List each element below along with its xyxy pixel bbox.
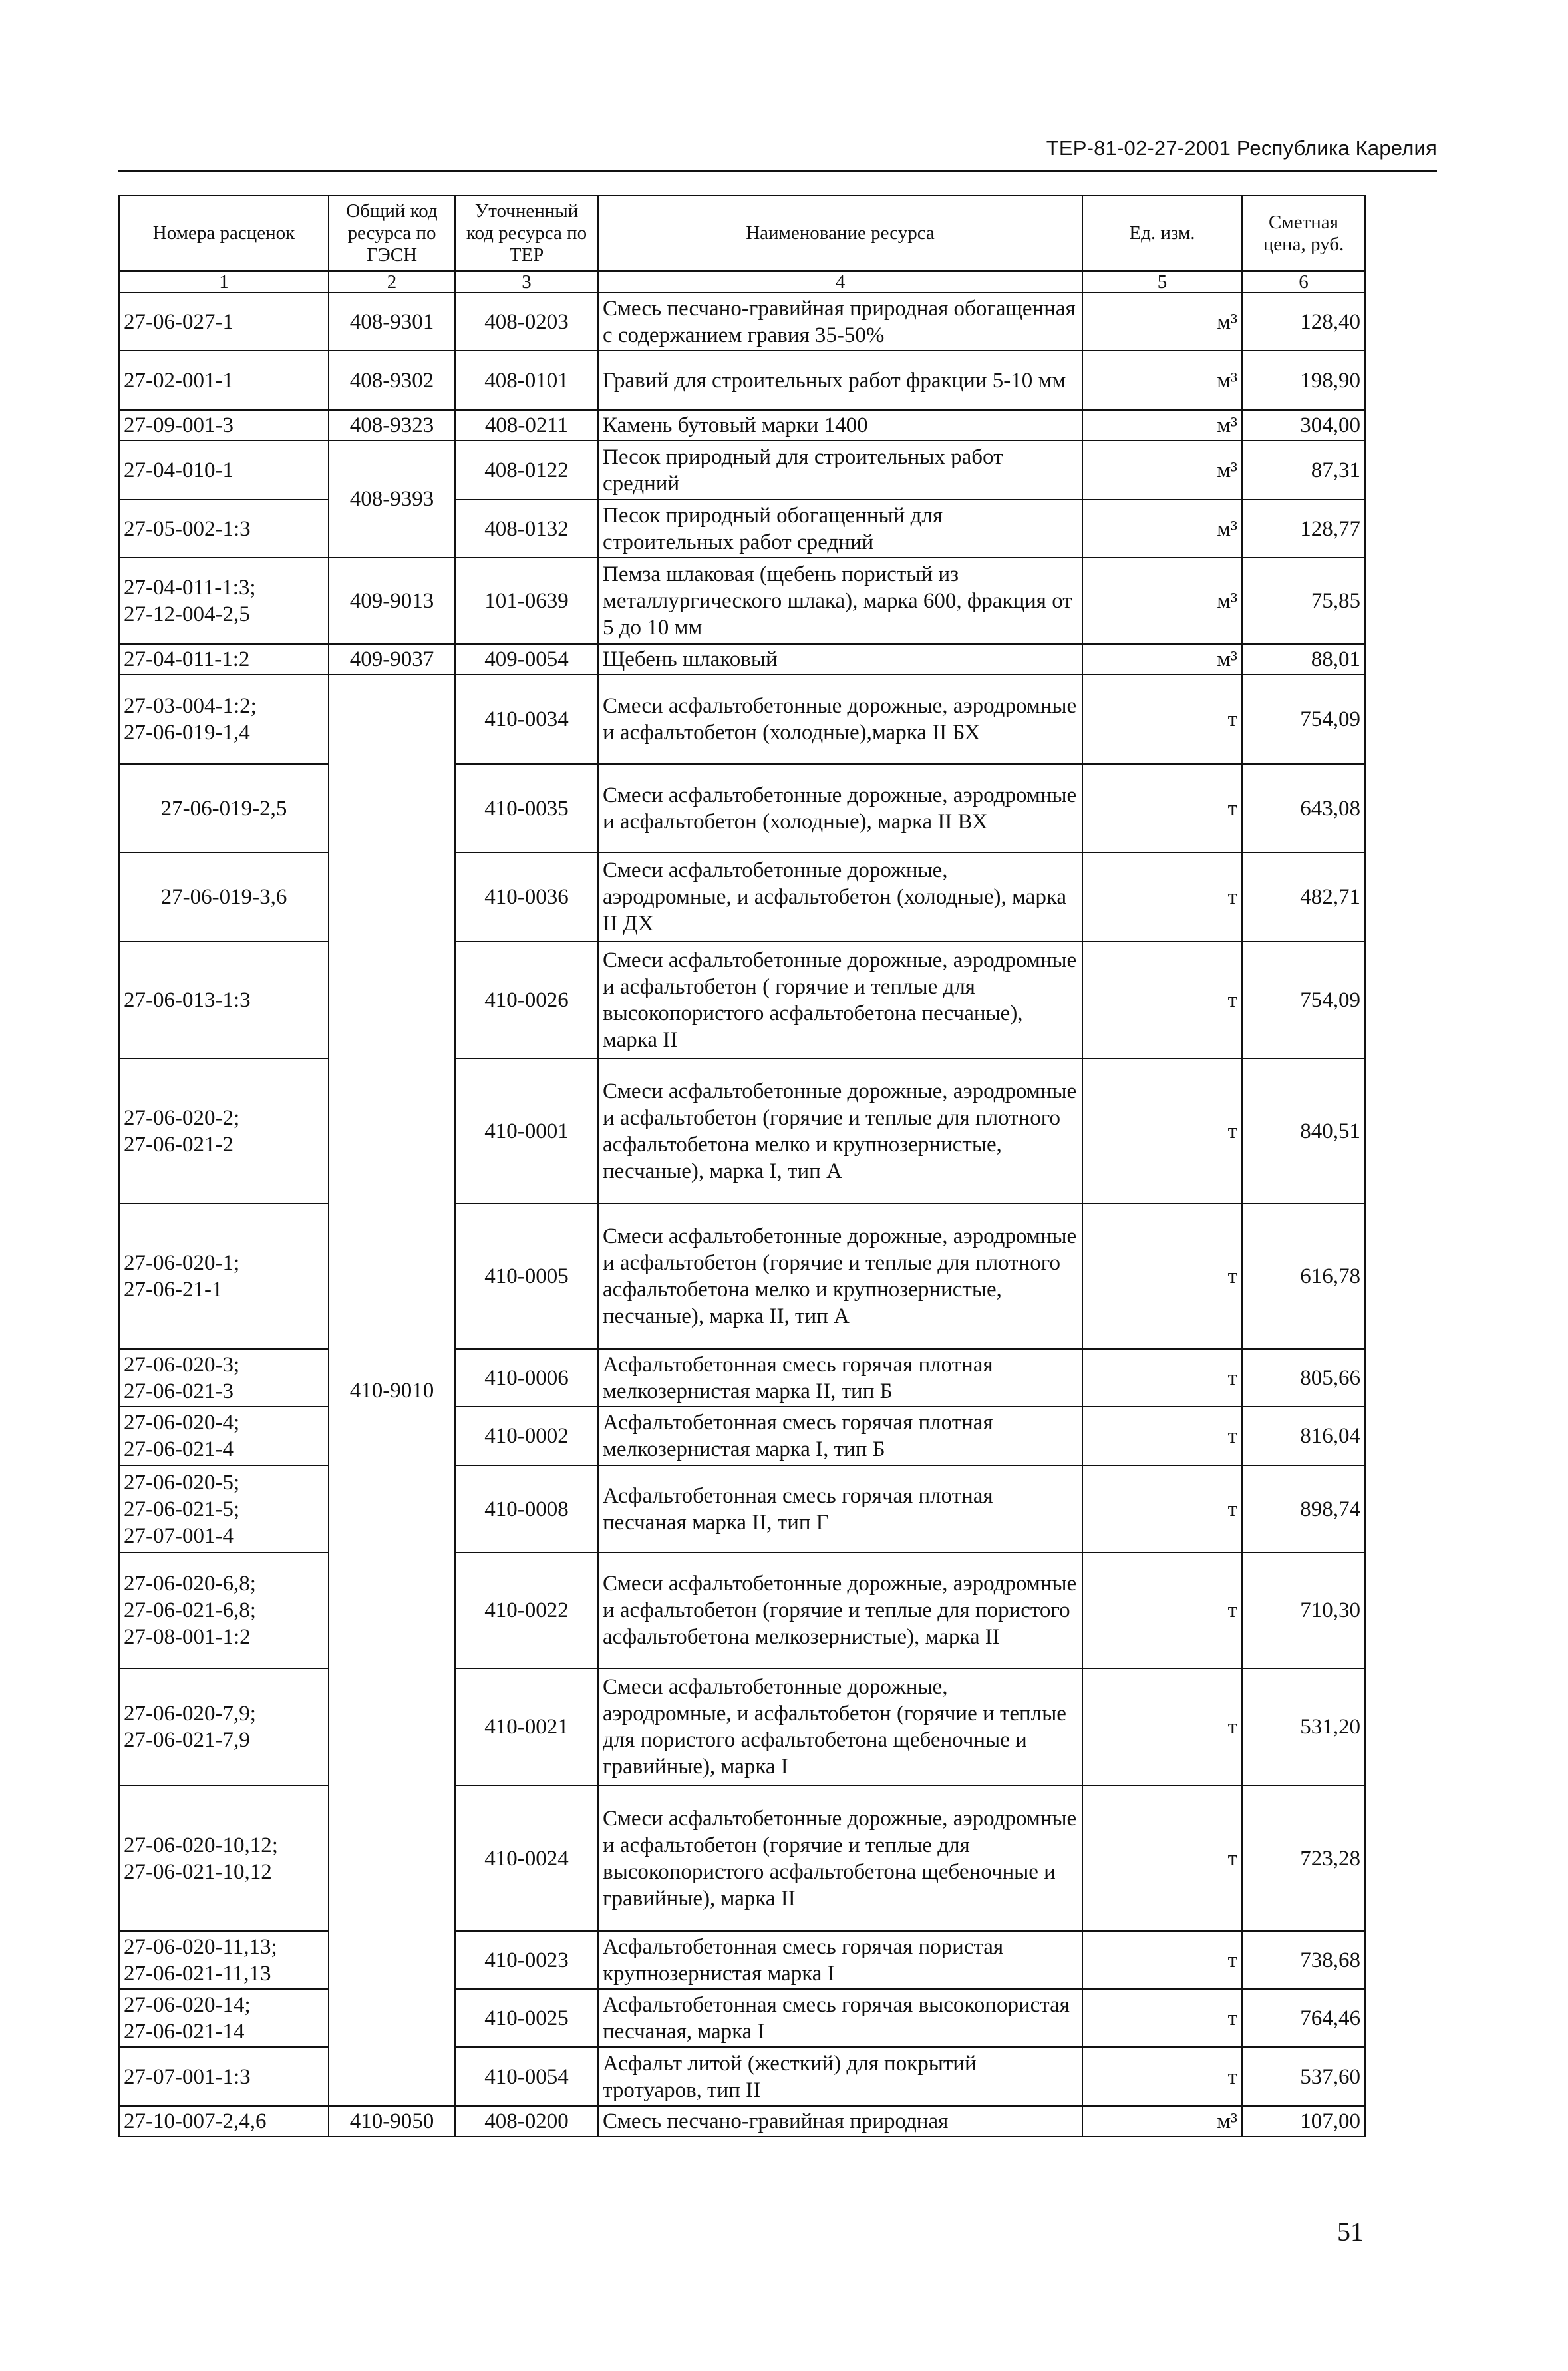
page-number: 51 xyxy=(1337,2217,1364,2247)
table-row xyxy=(119,852,1365,942)
price: 616,78 xyxy=(1242,1204,1365,1349)
rate-codes: 27-04-011-1:2 xyxy=(119,644,329,675)
unit: т xyxy=(1082,2047,1242,2106)
rate-codes: 27-10-007-2,4,6 xyxy=(119,2106,329,2137)
resource-name: Асфальтобетонная смесь горячая высокопористая песчаная, марка I xyxy=(598,1989,1082,2047)
rate-codes: 27-09-001-3 xyxy=(119,410,329,441)
table-row xyxy=(119,1407,1365,1465)
ter-code: 408-0203 xyxy=(455,293,598,351)
resource-name: Песок природный обогащенный для строительных работ средний xyxy=(598,500,1082,558)
price: 87,31 xyxy=(1242,441,1365,500)
resource-name: Песок природный для строительных работ средний xyxy=(598,441,1082,500)
price: 754,09 xyxy=(1242,942,1365,1059)
table-row xyxy=(119,1785,1365,1931)
ter-code: 410-0005 xyxy=(455,1204,598,1349)
price: 88,01 xyxy=(1242,644,1365,675)
price: 128,40 xyxy=(1242,293,1365,351)
rate-codes: 27-06-020-5; 27-06-021-5; 27-07-001-4 xyxy=(119,1465,329,1552)
resource-name: Асфальтобетонная смесь горячая плотная мелкозернистая марка II, тип Б xyxy=(598,1349,1082,1407)
resource-name: Смеси асфальтобетонные дорожные, аэродромные и асфальтобетон (горячие и теплые для пористого асфальтобетона мелкозернистые), марка II xyxy=(598,1552,1082,1668)
rate-codes: 27-06-020-14; 27-06-021-14 xyxy=(119,1989,329,2047)
table-row xyxy=(119,675,1365,764)
gesn-code: 409-9013 xyxy=(329,558,455,644)
col-number: 2 xyxy=(329,271,455,293)
unit: т xyxy=(1082,1349,1242,1407)
price: 754,09 xyxy=(1242,675,1365,764)
table-row xyxy=(119,293,1365,351)
price: 710,30 xyxy=(1242,1552,1365,1668)
resource-name: Смесь песчано-гравийная природная обогащенная с содержанием гравия 35-50% xyxy=(598,293,1082,351)
ter-code: 101-0639 xyxy=(455,558,598,644)
resource-name: Смесь песчано-гравийная природная xyxy=(598,2106,1082,2137)
unit: т xyxy=(1082,1204,1242,1349)
unit: т xyxy=(1082,1059,1242,1204)
rate-codes: 27-06-020-2; 27-06-021-2 xyxy=(119,1059,329,1204)
rate-codes: 27-06-020-3; 27-06-021-3 xyxy=(119,1349,329,1407)
resource-name: Щебень шлаковый xyxy=(598,644,1082,675)
ter-code: 410-0023 xyxy=(455,1931,598,1989)
ter-code: 410-0036 xyxy=(455,852,598,942)
resource-name: Смеси асфальтобетонные дорожные, аэродромные и асфальтобетон (холодные), марка II ВХ xyxy=(598,764,1082,852)
table-header-row xyxy=(119,196,1365,271)
resource-name: Смеси асфальтобетонные дорожные, аэродромные, и асфальтобетон (горячие и теплые для пористого асфальтобетона щебеночные и гравийные), марка I xyxy=(598,1668,1082,1785)
price: 198,90 xyxy=(1242,351,1365,410)
resource-name: Асфальт литой (жесткий) для покрытий тротуаров, тип II xyxy=(598,2047,1082,2106)
column-number-row xyxy=(119,271,1365,293)
unit: т xyxy=(1082,1407,1242,1465)
unit: т xyxy=(1082,852,1242,942)
ter-code: 410-0024 xyxy=(455,1785,598,1931)
ter-code: 410-0002 xyxy=(455,1407,598,1465)
ter-code: 410-0006 xyxy=(455,1349,598,1407)
rate-codes: 27-05-002-1:3 xyxy=(119,500,329,558)
ter-code: 408-0101 xyxy=(455,351,598,410)
rate-codes: 27-06-020-6,8; 27-06-021-6,8; 27-08-001-1:2 xyxy=(119,1552,329,1668)
ter-code: 408-0200 xyxy=(455,2106,598,2137)
unit: т xyxy=(1082,764,1242,852)
table-row xyxy=(119,764,1365,852)
unit: т xyxy=(1082,675,1242,764)
table-row xyxy=(119,441,1365,500)
price: 738,68 xyxy=(1242,1931,1365,1989)
ter-code: 410-0021 xyxy=(455,1668,598,1785)
ter-code: 410-0035 xyxy=(455,764,598,852)
table-row xyxy=(119,2106,1365,2137)
price: 537,60 xyxy=(1242,2047,1365,2106)
gesn-code: 410-9010 xyxy=(329,675,455,2106)
unit: м³ xyxy=(1082,500,1242,558)
price: 643,08 xyxy=(1242,764,1365,852)
gesn-code: 410-9050 xyxy=(329,2106,455,2137)
price: 482,71 xyxy=(1242,852,1365,942)
resource-name: Асфальтобетонная смесь горячая пористая крупнозернистая марка I xyxy=(598,1931,1082,1989)
resource-name: Асфальтобетонная смесь горячая плотная мелкозернистая марка I, тип Б xyxy=(598,1407,1082,1465)
table-row xyxy=(119,1989,1365,2047)
ter-code: 410-0026 xyxy=(455,942,598,1059)
unit: т xyxy=(1082,942,1242,1059)
ter-code: 410-0022 xyxy=(455,1552,598,1668)
table-row xyxy=(119,942,1365,1059)
table-row xyxy=(119,410,1365,441)
col-number: 4 xyxy=(598,271,1082,293)
table-row xyxy=(119,1465,1365,1552)
ter-code: 408-0122 xyxy=(455,441,598,500)
gesn-code: 408-9323 xyxy=(329,410,455,441)
rate-codes: 27-06-020-4; 27-06-021-4 xyxy=(119,1407,329,1465)
resource-price-table xyxy=(118,195,1366,2137)
price: 531,20 xyxy=(1242,1668,1365,1785)
table-row xyxy=(119,644,1365,675)
col-number: 5 xyxy=(1082,271,1242,293)
rate-codes: 27-06-020-1; 27-06-21-1 xyxy=(119,1204,329,1349)
table-row xyxy=(119,500,1365,558)
table-row xyxy=(119,2047,1365,2106)
document-header: ТЕР-81-02-27-2001 Республика Карелия xyxy=(1046,136,1437,160)
col-header-rate-numbers: Номера расценок xyxy=(119,196,329,271)
gesn-code: 408-9302 xyxy=(329,351,455,410)
resource-name: Гравий для строительных работ фракции 5-10 мм xyxy=(598,351,1082,410)
ter-code: 410-0034 xyxy=(455,675,598,764)
ter-code: 408-0211 xyxy=(455,410,598,441)
price: 840,51 xyxy=(1242,1059,1365,1204)
unit: м³ xyxy=(1082,441,1242,500)
ter-code: 408-0132 xyxy=(455,500,598,558)
unit: м³ xyxy=(1082,351,1242,410)
unit: м³ xyxy=(1082,558,1242,644)
resource-name: Смеси асфальтобетонные дорожные, аэродромные, и асфальтобетон (холодные), марка II ДХ xyxy=(598,852,1082,942)
table-row xyxy=(119,1552,1365,1668)
unit: м³ xyxy=(1082,293,1242,351)
resource-name: Смеси асфальтобетонные дорожные, аэродромные и асфальтобетон (горячие и теплые для плотного асфальтобетона мелко и крупнозернистые, песчаные), марка II, тип А xyxy=(598,1204,1082,1349)
unit: т xyxy=(1082,1552,1242,1668)
gesn-code: 408-9393 xyxy=(329,441,455,558)
resource-name: Смеси асфальтобетонные дорожные, аэродромные и асфальтобетон (горячие и теплые для плотного асфальтобетона мелко и крупнозернистые, песчаные), марка I, тип А xyxy=(598,1059,1082,1204)
resource-name: Смеси асфальтобетонные дорожные, аэродромные и асфальтобетон (холодные),марка II БХ xyxy=(598,675,1082,764)
table-row xyxy=(119,558,1365,644)
table-row xyxy=(119,1349,1365,1407)
col-number: 1 xyxy=(119,271,329,293)
col-header-gesn-code: Общий код ресурса по ГЭСН xyxy=(329,196,455,271)
unit: т xyxy=(1082,1989,1242,2047)
col-header-ter-code: Уточненный код ресурса по ТЕР xyxy=(455,196,598,271)
rate-codes: 27-02-001-1 xyxy=(119,351,329,410)
rate-codes: 27-06-020-10,12; 27-06-021-10,12 xyxy=(119,1785,329,1931)
resource-name: Смеси асфальтобетонные дорожные, аэродромные и асфальтобетон (горячие и теплые для высокопористого асфальтобетона щебеночные и гравийные), марка II xyxy=(598,1785,1082,1931)
rate-codes: 27-06-019-3,6 xyxy=(119,852,329,942)
rate-codes: 27-06-020-11,13; 27-06-021-11,13 xyxy=(119,1931,329,1989)
price: 304,00 xyxy=(1242,410,1365,441)
price: 805,66 xyxy=(1242,1349,1365,1407)
col-number: 6 xyxy=(1242,271,1365,293)
price: 764,46 xyxy=(1242,1989,1365,2047)
header-rule xyxy=(118,170,1437,172)
price: 723,28 xyxy=(1242,1785,1365,1931)
col-number: 3 xyxy=(455,271,598,293)
rate-codes: 27-06-020-7,9; 27-06-021-7,9 xyxy=(119,1668,329,1785)
ter-code: 410-0025 xyxy=(455,1989,598,2047)
price: 75,85 xyxy=(1242,558,1365,644)
resource-name: Пемза шлаковая (щебень пористый из металлургического шлака), марка 600, фракция от 5 до 10 мм xyxy=(598,558,1082,644)
table-row xyxy=(119,1204,1365,1349)
col-header-unit: Ед. изм. xyxy=(1082,196,1242,271)
unit: т xyxy=(1082,1785,1242,1931)
ter-code: 410-0008 xyxy=(455,1465,598,1552)
resource-name: Асфальтобетонная смесь горячая плотная песчаная марка II, тип Г xyxy=(598,1465,1082,1552)
rate-codes: 27-03-004-1:2; 27-06-019-1,4 xyxy=(119,675,329,764)
table-row xyxy=(119,1668,1365,1785)
price: 107,00 xyxy=(1242,2106,1365,2137)
rate-codes: 27-04-011-1:3; 27-12-004-2,5 xyxy=(119,558,329,644)
table-row xyxy=(119,1059,1365,1204)
price: 898,74 xyxy=(1242,1465,1365,1552)
gesn-code: 409-9037 xyxy=(329,644,455,675)
ter-code: 410-0054 xyxy=(455,2047,598,2106)
unit: м³ xyxy=(1082,410,1242,441)
unit: м³ xyxy=(1082,2106,1242,2137)
rate-codes: 27-04-010-1 xyxy=(119,441,329,500)
gesn-code: 408-9301 xyxy=(329,293,455,351)
rate-codes: 27-07-001-1:3 xyxy=(119,2047,329,2106)
unit: т xyxy=(1082,1931,1242,1989)
table-row xyxy=(119,1931,1365,1989)
table-row xyxy=(119,351,1365,410)
unit: м³ xyxy=(1082,644,1242,675)
col-header-resource-name: Наименование ресурса xyxy=(598,196,1082,271)
ter-code: 410-0001 xyxy=(455,1059,598,1204)
rate-codes: 27-06-013-1:3 xyxy=(119,942,329,1059)
ter-code: 409-0054 xyxy=(455,644,598,675)
col-header-price: Сметная цена, руб. xyxy=(1242,196,1365,271)
resource-name: Камень бутовый марки 1400 xyxy=(598,410,1082,441)
price: 816,04 xyxy=(1242,1407,1365,1465)
unit: т xyxy=(1082,1465,1242,1552)
rate-codes: 27-06-027-1 xyxy=(119,293,329,351)
price: 128,77 xyxy=(1242,500,1365,558)
unit: т xyxy=(1082,1668,1242,1785)
rate-codes: 27-06-019-2,5 xyxy=(119,764,329,852)
resource-name: Смеси асфальтобетонные дорожные, аэродромные и асфальтобетон ( горячие и теплые для высокопористого асфальтобетона песчаные), марка II xyxy=(598,942,1082,1059)
